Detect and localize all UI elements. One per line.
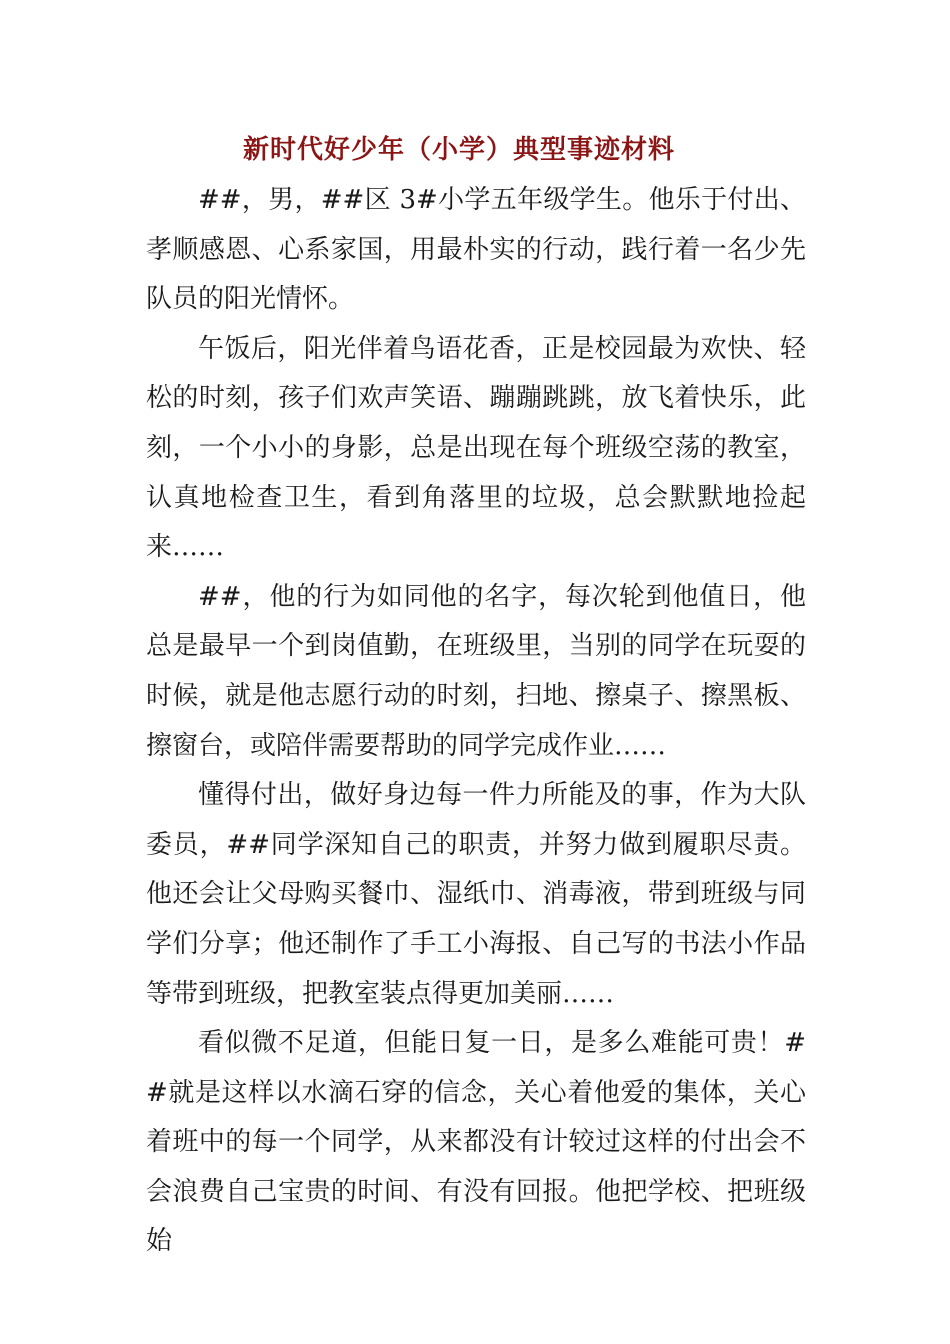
paragraph-1: ##，男，##区 3#小学五年级学生。他乐于付出、孝顺感恩、心系家国，用最朴实的行动，践行着一名少先队员的阳光情怀。 [146, 185, 806, 315]
document-body [146, 176, 806, 1267]
paragraph-4: 懂得付出，做好身边每一件力所能及的事，作为大队委员，##同学深知自己的职责，并努力做到履职尽责。他还会让父母购买餐巾、湿纸巾、消毒液，带到班级与同学们分享；他还制作了手工小海报、自己写的书法小作品等带到班级，把教室装点得更加美丽…… [146, 780, 806, 1009]
paragraph-2: 午饭后，阳光伴着鸟语花香，正是校园最为欢快、轻松的时刻，孩子们欢声笑语、蹦蹦跳跳，放飞着快乐，此刻，一个小小的身影，总是出现在每个班级空荡的教室，认真地检查卫生，看到角落里的垃圾，总会默默地捡起来…… [146, 333, 806, 563]
document-title: 新时代好少年（小学）典型事迹材料 [242, 135, 675, 165]
paragraph-3: ##，他的行为如同他的名字，每次轮到他值日，他总是最早一个到岗值勤，在班级里，当别的同学在玩耍的时候，就是他志愿行动的时刻，扫地、擦桌子、擦黑板、擦窗台，或陪伴需要帮助的同学完成作业…… [146, 581, 806, 761]
paragraph-5: 看似微不足道，但能日复一日，是多么难能可贵！##就是这样以水滴石穿的信念，关心着他爱的集体，关心着班中的每一个同学，从来都没有计较过这样的付出会不会浪费自己宝贵的时间、有没有回报。他把学校、把班级始 [146, 1028, 806, 1257]
